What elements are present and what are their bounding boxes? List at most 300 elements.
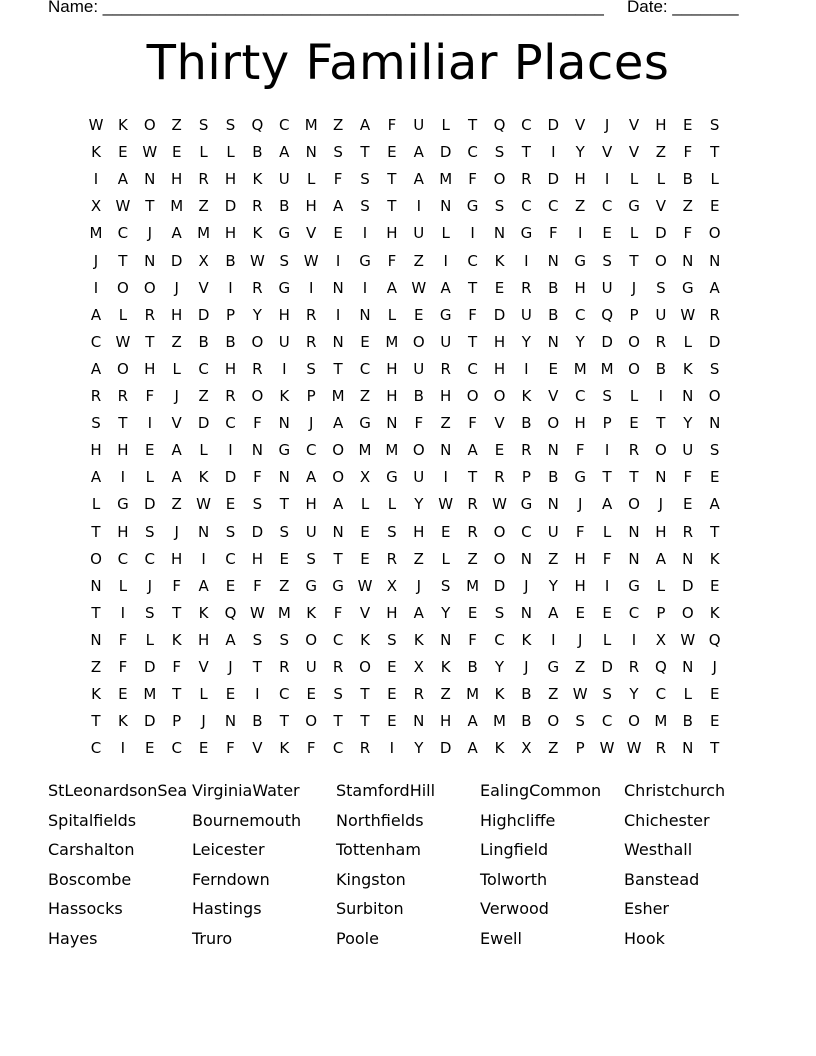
grid-letter[interactable]: H — [224, 224, 237, 243]
grid-letter[interactable]: N — [144, 251, 156, 270]
grid-letter[interactable]: N — [520, 549, 532, 568]
grid-letter[interactable]: E — [709, 468, 720, 487]
grid-letter[interactable]: T — [468, 278, 478, 297]
grid-letter[interactable]: K — [709, 603, 720, 622]
grid-letter[interactable]: W — [115, 332, 131, 351]
grid-letter[interactable]: L — [226, 143, 235, 162]
grid-letter[interactable]: D — [439, 143, 452, 162]
grid-letter[interactable]: H — [224, 359, 237, 378]
grid-letter[interactable]: E — [225, 576, 236, 595]
grid-letter[interactable]: K — [682, 359, 693, 378]
grid-letter[interactable]: E — [548, 359, 559, 378]
grid-letter[interactable]: N — [251, 441, 263, 460]
grid-letter[interactable]: S — [360, 197, 370, 216]
grid-letter[interactable]: W — [492, 495, 507, 514]
grid-letter[interactable]: D — [144, 712, 156, 731]
grid-letter[interactable]: G — [305, 576, 317, 595]
grid-letter[interactable]: S — [709, 116, 720, 134]
grid-letter[interactable]: Z — [440, 685, 451, 704]
grid-letter[interactable]: C — [117, 224, 129, 243]
grid-letter[interactable]: T — [333, 549, 343, 568]
grid-letter[interactable]: L — [656, 576, 666, 595]
grid-letter[interactable]: V — [306, 224, 317, 243]
grid-letter[interactable]: R — [467, 495, 478, 514]
grid-letter[interactable]: J — [174, 387, 179, 405]
grid-letter[interactable]: I — [147, 414, 153, 433]
grid-letter[interactable]: I — [577, 224, 583, 243]
grid-letter[interactable]: K — [494, 685, 505, 704]
grid-letter[interactable]: O — [116, 278, 129, 297]
grid-letter[interactable]: A — [467, 441, 478, 460]
grid-letter[interactable]: I — [335, 305, 341, 324]
grid-letter[interactable]: I — [416, 197, 422, 216]
grid-letter[interactable]: I — [362, 278, 368, 297]
grid-letter[interactable]: O — [332, 441, 344, 460]
grid-letter[interactable]: A — [171, 441, 182, 460]
grid-letter[interactable]: S — [602, 251, 612, 270]
grid-letter[interactable]: N — [547, 251, 559, 270]
grid-letter[interactable]: C — [171, 739, 182, 758]
grid-letter[interactable]: L — [199, 441, 208, 460]
grid-letter[interactable]: T — [656, 414, 666, 433]
grid-letter[interactable]: V — [494, 414, 505, 433]
grid-letter[interactable]: J — [201, 712, 206, 731]
grid-letter[interactable]: S — [306, 359, 316, 378]
grid-letter[interactable]: K — [252, 170, 263, 189]
grid-letter[interactable]: W — [115, 197, 131, 216]
grid-letter[interactable]: S — [656, 278, 666, 297]
grid-letter[interactable]: I — [362, 224, 368, 243]
grid-letter[interactable]: C — [574, 387, 586, 405]
grid-letter[interactable]: O — [708, 224, 721, 243]
grid-letter[interactable]: R — [709, 305, 720, 324]
grid-letter[interactable]: W — [626, 739, 642, 758]
grid-letter[interactable]: N — [709, 251, 721, 270]
grid-letter[interactable]: Z — [171, 332, 182, 351]
grid-letter[interactable]: P — [656, 603, 666, 622]
grid-letter[interactable]: T — [279, 495, 289, 514]
grid-letter[interactable]: Z — [413, 549, 424, 568]
grid-letter[interactable]: H — [117, 522, 129, 541]
grid-letter[interactable]: I — [120, 468, 126, 487]
grid-letter[interactable]: I — [443, 468, 448, 487]
grid-letter[interactable]: N — [332, 332, 344, 351]
grid-letter[interactable]: L — [629, 387, 639, 405]
grid-letter[interactable]: M — [493, 712, 506, 731]
grid-letter[interactable]: D — [224, 197, 237, 216]
grid-letter[interactable]: A — [709, 278, 720, 297]
grid-letter[interactable]: W — [142, 143, 158, 162]
grid-letter[interactable]: F — [468, 305, 477, 324]
grid-letter[interactable]: B — [279, 197, 290, 216]
grid-letter[interactable]: M — [573, 359, 587, 378]
grid-letter[interactable]: C — [332, 739, 344, 758]
grid-letter[interactable]: A — [90, 305, 102, 324]
grid-letter[interactable]: F — [253, 414, 262, 433]
grid-letter[interactable]: B — [225, 251, 236, 270]
grid-letter[interactable]: S — [602, 685, 612, 704]
grid-letter[interactable]: H — [386, 603, 398, 622]
grid-letter[interactable]: H — [305, 197, 317, 216]
grid-letter[interactable]: R — [655, 739, 667, 758]
grid-letter[interactable]: C — [521, 522, 532, 541]
grid-letter[interactable]: C — [521, 197, 532, 216]
grid-letter[interactable]: L — [118, 576, 128, 595]
grid-letter[interactable]: U — [413, 116, 425, 134]
grid-letter[interactable]: E — [683, 495, 693, 514]
grid-letter[interactable]: R — [386, 549, 398, 568]
grid-letter[interactable]: V — [575, 116, 586, 134]
grid-letter[interactable]: C — [144, 549, 156, 568]
grid-letter[interactable]: B — [655, 359, 667, 378]
grid-letter[interactable]: O — [628, 359, 640, 378]
grid-letter[interactable]: J — [524, 658, 529, 676]
grid-letter[interactable]: J — [93, 251, 99, 270]
grid-letter[interactable]: O — [305, 712, 318, 731]
grid-letter[interactable]: U — [305, 522, 317, 541]
grid-letter[interactable]: K — [360, 630, 370, 649]
grid-letter[interactable]: O — [305, 630, 318, 649]
grid-letter[interactable]: U — [413, 224, 425, 243]
grid-letter[interactable]: N — [440, 630, 452, 649]
grid-letter[interactable]: D — [547, 170, 560, 189]
grid-letter[interactable]: S — [252, 630, 263, 649]
grid-letter[interactable]: I — [201, 549, 206, 568]
grid-letter[interactable]: P — [575, 739, 585, 758]
grid-letter[interactable]: O — [116, 359, 129, 378]
grid-letter[interactable]: H — [171, 305, 183, 324]
grid-letter[interactable]: L — [441, 116, 450, 134]
grid-letter[interactable]: E — [387, 685, 397, 704]
grid-letter[interactable]: K — [252, 224, 263, 243]
grid-letter[interactable]: F — [253, 468, 262, 487]
grid-letter[interactable]: H — [574, 549, 586, 568]
grid-letter[interactable]: D — [144, 658, 156, 676]
grid-letter[interactable]: B — [521, 414, 532, 433]
grid-letter[interactable]: X — [90, 197, 102, 216]
grid-letter[interactable]: K — [279, 739, 290, 758]
grid-letter[interactable]: R — [198, 170, 209, 189]
grid-letter[interactable]: U — [520, 305, 532, 324]
grid-letter[interactable]: T — [91, 522, 101, 541]
grid-letter[interactable]: J — [416, 576, 422, 595]
grid-letter[interactable]: C — [467, 251, 478, 270]
grid-letter[interactable]: H — [440, 712, 452, 731]
grid-letter[interactable]: N — [386, 414, 398, 433]
grid-letter[interactable]: R — [440, 359, 451, 378]
grid-letter[interactable]: A — [548, 603, 559, 622]
grid-letter[interactable]: A — [386, 278, 398, 297]
grid-letter[interactable]: Z — [332, 116, 344, 134]
grid-letter[interactable]: F — [253, 576, 262, 595]
grid-letter[interactable]: K — [279, 387, 290, 405]
grid-letter[interactable]: L — [656, 170, 666, 189]
grid-letter[interactable]: S — [252, 495, 263, 514]
grid-letter[interactable]: D — [547, 116, 560, 134]
grid-letter[interactable]: L — [629, 224, 639, 243]
grid-letter[interactable]: W — [599, 739, 615, 758]
grid-letter[interactable]: F — [333, 170, 343, 189]
grid-letter[interactable]: N — [655, 468, 667, 487]
grid-letter[interactable]: G — [574, 251, 586, 270]
grid-letter[interactable]: E — [360, 549, 370, 568]
grid-letter[interactable]: G — [278, 278, 291, 297]
grid-letter[interactable]: R — [682, 522, 694, 541]
grid-letter[interactable]: J — [658, 495, 664, 514]
grid-letter[interactable]: Y — [414, 495, 424, 514]
grid-letter[interactable]: O — [628, 712, 640, 731]
grid-letter[interactable]: I — [389, 739, 395, 758]
grid-letter[interactable]: H — [144, 359, 156, 378]
grid-letter[interactable]: F — [387, 116, 397, 134]
grid-letter[interactable]: T — [279, 712, 289, 731]
grid-letter[interactable]: A — [198, 576, 209, 595]
grid-letter[interactable]: Y — [252, 305, 262, 324]
grid-letter[interactable]: C — [467, 143, 478, 162]
grid-letter[interactable]: R — [305, 305, 317, 324]
grid-letter[interactable]: S — [494, 143, 505, 162]
grid-letter[interactable]: R — [305, 332, 317, 351]
grid-letter[interactable]: B — [252, 143, 263, 162]
grid-letter[interactable]: F — [226, 739, 235, 758]
grid-letter[interactable]: A — [225, 630, 236, 649]
grid-letter[interactable]: R — [628, 658, 640, 676]
grid-letter[interactable]: I — [524, 359, 529, 378]
grid-letter[interactable]: V — [359, 603, 371, 622]
grid-letter[interactable]: G — [332, 576, 344, 595]
grid-letter[interactable]: F — [602, 549, 612, 568]
grid-letter[interactable]: B — [521, 685, 532, 704]
grid-letter[interactable]: S — [225, 116, 236, 134]
grid-letter[interactable]: H — [117, 441, 129, 460]
grid-letter[interactable]: L — [307, 170, 316, 189]
grid-letter[interactable]: M — [466, 576, 480, 595]
grid-letter[interactable]: J — [631, 278, 637, 297]
grid-letter[interactable]: L — [199, 143, 208, 162]
grid-letter[interactable]: A — [332, 495, 344, 514]
grid-letter[interactable]: N — [682, 387, 694, 405]
grid-letter[interactable]: R — [467, 522, 478, 541]
grid-letter[interactable]: F — [118, 658, 128, 676]
grid-letter[interactable]: P — [602, 414, 612, 433]
grid-letter[interactable]: F — [387, 251, 397, 270]
grid-letter[interactable]: M — [197, 224, 211, 243]
grid-letter[interactable]: E — [387, 712, 397, 731]
grid-letter[interactable]: B — [198, 332, 209, 351]
grid-letter[interactable]: G — [681, 278, 694, 297]
grid-letter[interactable]: O — [628, 332, 640, 351]
grid-letter[interactable]: A — [601, 495, 613, 514]
grid-letter[interactable]: R — [359, 739, 371, 758]
grid-letter[interactable]: O — [493, 170, 506, 189]
grid-letter[interactable]: H — [574, 278, 586, 297]
grid-letter[interactable]: V — [628, 116, 640, 134]
grid-letter[interactable]: R — [90, 387, 102, 405]
grid-letter[interactable]: B — [413, 387, 424, 405]
grid-letter[interactable]: R — [252, 359, 263, 378]
grid-letter[interactable]: T — [91, 603, 101, 622]
grid-letter[interactable]: L — [145, 468, 154, 487]
grid-letter[interactable]: A — [467, 712, 478, 731]
grid-letter[interactable]: E — [494, 278, 505, 297]
grid-letter[interactable]: S — [145, 522, 155, 541]
grid-letter[interactable]: G — [520, 495, 533, 514]
grid-letter[interactable]: E — [494, 441, 505, 460]
grid-letter[interactable]: K — [709, 549, 720, 568]
grid-letter[interactable]: C — [521, 116, 532, 134]
grid-letter[interactable]: B — [225, 332, 236, 351]
grid-letter[interactable]: S — [333, 685, 343, 704]
grid-letter[interactable]: L — [441, 549, 450, 568]
grid-letter[interactable]: V — [628, 143, 640, 162]
grid-letter[interactable]: Q — [601, 305, 613, 324]
grid-letter[interactable]: G — [628, 576, 640, 595]
grid-letter[interactable]: F — [414, 414, 424, 433]
grid-letter[interactable]: P — [521, 468, 531, 487]
grid-letter[interactable]: D — [144, 495, 156, 514]
grid-letter[interactable]: H — [224, 170, 237, 189]
grid-letter[interactable]: Z — [655, 143, 667, 162]
grid-letter[interactable]: R — [144, 305, 156, 324]
grid-letter[interactable]: K — [494, 251, 505, 270]
grid-letter[interactable]: Y — [494, 658, 505, 676]
grid-letter[interactable]: O — [654, 441, 667, 460]
grid-letter[interactable]: C — [467, 359, 478, 378]
grid-letter[interactable]: H — [493, 332, 506, 351]
grid-letter[interactable]: D — [170, 251, 183, 270]
grid-letter[interactable]: O — [466, 387, 479, 405]
grid-letter[interactable]: U — [682, 441, 694, 460]
grid-letter[interactable]: N — [547, 441, 559, 460]
grid-letter[interactable]: S — [360, 170, 370, 189]
grid-letter[interactable]: I — [604, 576, 610, 595]
grid-letter[interactable]: O — [359, 658, 371, 676]
grid-letter[interactable]: E — [279, 549, 290, 568]
grid-letter[interactable]: S — [145, 603, 155, 622]
grid-letter[interactable]: S — [91, 414, 101, 433]
grid-letter[interactable]: G — [439, 305, 452, 324]
grid-letter[interactable]: I — [282, 359, 287, 378]
grid-letter[interactable]: C — [305, 441, 317, 460]
grid-letter[interactable]: N — [278, 468, 290, 487]
grid-letter[interactable]: L — [91, 495, 101, 514]
grid-letter[interactable]: O — [412, 332, 425, 351]
grid-letter[interactable]: J — [712, 658, 717, 676]
grid-letter[interactable]: D — [493, 305, 506, 324]
grid-letter[interactable]: I — [631, 630, 637, 649]
grid-letter[interactable]: S — [602, 387, 612, 405]
grid-letter[interactable]: C — [279, 116, 290, 134]
grid-letter[interactable]: W — [88, 116, 104, 134]
grid-letter[interactable]: C — [548, 197, 559, 216]
grid-letter[interactable]: F — [306, 739, 316, 758]
grid-letter[interactable]: D — [439, 739, 452, 758]
grid-letter[interactable]: N — [144, 170, 156, 189]
grid-letter[interactable]: E — [198, 739, 209, 758]
grid-letter[interactable]: T — [360, 685, 370, 704]
grid-letter[interactable]: T — [172, 685, 182, 704]
grid-letter[interactable]: T — [172, 603, 182, 622]
grid-letter[interactable]: C — [117, 549, 129, 568]
grid-letter[interactable]: S — [333, 143, 343, 162]
grid-letter[interactable]: T — [521, 143, 531, 162]
grid-letter[interactable]: W — [357, 576, 373, 595]
grid-letter[interactable]: V — [548, 387, 559, 405]
grid-letter[interactable]: N — [332, 522, 344, 541]
grid-letter[interactable]: N — [440, 197, 452, 216]
grid-letter[interactable]: U — [278, 170, 290, 189]
grid-letter[interactable]: T — [468, 332, 478, 351]
grid-letter[interactable]: L — [602, 630, 612, 649]
grid-letter[interactable]: N — [709, 414, 721, 433]
grid-letter[interactable]: R — [521, 278, 532, 297]
grid-letter[interactable]: D — [493, 576, 506, 595]
grid-letter[interactable]: J — [147, 576, 153, 595]
grid-letter[interactable]: J — [604, 116, 610, 134]
grid-letter[interactable]: D — [251, 522, 264, 541]
grid-letter[interactable]: J — [174, 522, 179, 541]
grid-letter[interactable]: X — [655, 630, 667, 649]
grid-letter[interactable]: H — [386, 387, 398, 405]
grid-letter[interactable]: H — [171, 170, 183, 189]
grid-letter[interactable]: N — [547, 332, 559, 351]
grid-letter[interactable]: T — [468, 116, 478, 134]
grid-letter[interactable]: V — [171, 414, 182, 433]
grid-letter[interactable]: I — [443, 251, 448, 270]
grid-letter[interactable]: S — [279, 251, 290, 270]
grid-letter[interactable]: A — [171, 224, 182, 243]
grid-letter[interactable]: M — [331, 387, 345, 405]
grid-letter[interactable]: C — [359, 359, 371, 378]
grid-letter[interactable]: U — [413, 468, 425, 487]
grid-letter[interactable]: K — [198, 603, 209, 622]
grid-letter[interactable]: E — [629, 414, 639, 433]
grid-letter[interactable]: K — [494, 739, 505, 758]
grid-letter[interactable]: N — [197, 522, 210, 541]
grid-letter[interactable]: N — [278, 414, 290, 433]
grid-letter[interactable]: T — [468, 468, 478, 487]
grid-letter[interactable]: Y — [575, 332, 585, 351]
grid-letter[interactable]: A — [332, 197, 344, 216]
grid-letter[interactable]: L — [683, 685, 692, 704]
grid-letter[interactable]: X — [359, 468, 371, 487]
grid-letter[interactable]: R — [225, 387, 236, 405]
grid-letter[interactable]: Z — [279, 576, 290, 595]
grid-letter[interactable]: I — [658, 387, 664, 405]
grid-letter[interactable]: E — [414, 305, 424, 324]
grid-letter[interactable]: S — [709, 359, 720, 378]
grid-letter[interactable]: R — [252, 278, 263, 297]
grid-letter[interactable]: Z — [440, 414, 451, 433]
grid-letter[interactable]: D — [682, 576, 694, 595]
grid-letter[interactable]: J — [577, 630, 583, 649]
grid-letter[interactable]: U — [278, 332, 290, 351]
grid-letter[interactable]: O — [251, 387, 264, 405]
grid-letter[interactable]: L — [199, 685, 208, 704]
grid-letter[interactable]: C — [332, 630, 344, 649]
grid-letter[interactable]: G — [359, 414, 371, 433]
grid-letter[interactable]: W — [572, 685, 588, 704]
grid-letter[interactable]: H — [251, 549, 264, 568]
grid-letter[interactable]: T — [91, 712, 101, 731]
grid-letter[interactable]: Y — [441, 603, 451, 622]
grid-letter[interactable]: F — [333, 603, 343, 622]
grid-letter[interactable]: E — [306, 685, 316, 704]
grid-letter[interactable]: R — [521, 170, 532, 189]
grid-letter[interactable]: H — [574, 170, 586, 189]
grid-letter[interactable]: Y — [548, 576, 558, 595]
grid-letter[interactable]: C — [494, 630, 505, 649]
